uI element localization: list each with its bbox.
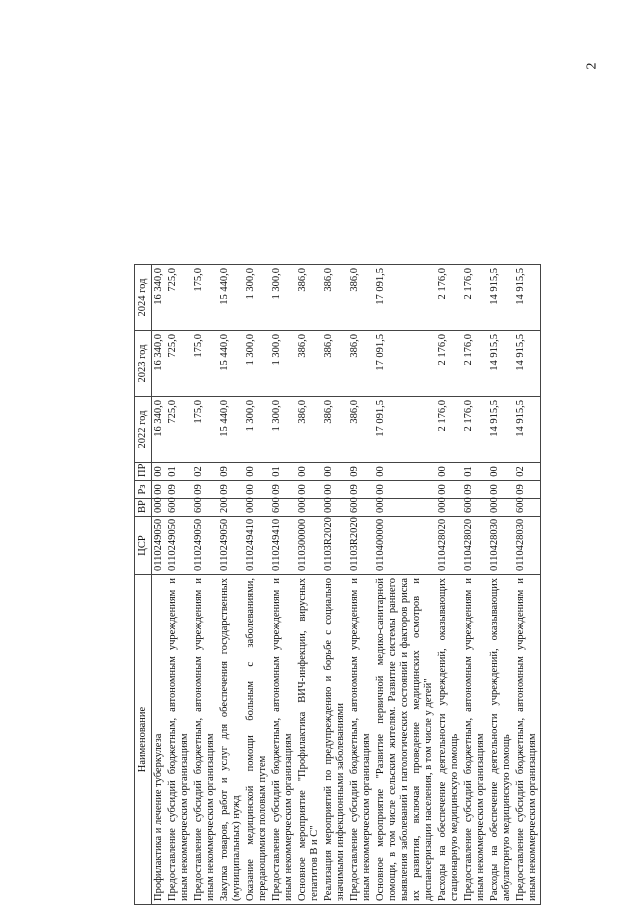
- row-value-2023: 725,0: [166, 331, 192, 397]
- row-name: Предоставление субсидий бюджетным, автономным учреждениям и иным некоммерческим организациям: [514, 575, 541, 905]
- row-value-2022: 14 915,5: [514, 397, 541, 463]
- row-value-2024: 1 300,0: [244, 265, 270, 331]
- row-name: Предоставление субсидий бюджетным, автономным учреждениям и иным некоммерческим организациям: [270, 575, 296, 905]
- row-vr: 000: [152, 499, 167, 517]
- header-2024: 2024 год: [135, 265, 152, 331]
- row-value-2023: 15 440,0: [218, 331, 244, 397]
- row-csr: 0110428020: [436, 517, 462, 575]
- table-header: [135, 265, 152, 905]
- row-value-2024: 14 915,5: [514, 265, 541, 331]
- row-value-2023: 16 340,0: [152, 331, 167, 397]
- row-value-2024: 386,0: [296, 265, 322, 331]
- row-vr: 600: [166, 499, 192, 517]
- row-vr: 000: [374, 499, 436, 517]
- row-rz: 00: [436, 481, 462, 499]
- row-rz: 00: [322, 481, 348, 499]
- row-value-2023: 386,0: [322, 331, 348, 397]
- row-pr: 00: [488, 463, 514, 481]
- table-row: [192, 265, 218, 905]
- row-csr: 0110249050: [166, 517, 192, 575]
- row-vr: 600: [192, 499, 218, 517]
- row-vr: 600: [348, 499, 374, 517]
- row-pr: 09: [218, 463, 244, 481]
- row-value-2023: 1 300,0: [244, 331, 270, 397]
- row-rz: 09: [462, 481, 488, 499]
- row-value-2022: 386,0: [322, 397, 348, 463]
- table-row: [374, 265, 436, 905]
- row-value-2024: 386,0: [322, 265, 348, 331]
- row-rz: 00: [152, 481, 167, 499]
- header-vr: ВР: [135, 499, 152, 517]
- row-name: Оказание медицинской помощи больным с заболеваниями, передающимися половым путем: [244, 575, 270, 905]
- row-value-2024: 725,0: [166, 265, 192, 331]
- row-value-2024: 2 176,0: [462, 265, 488, 331]
- row-pr: 00: [152, 463, 167, 481]
- table-row: [488, 265, 514, 905]
- row-value-2024: 386,0: [348, 265, 374, 331]
- row-name: Основное мероприятие "Развитие первичной медико-санитарной помощи, в том числе сельским жителям. Развитие системы раннего выявления заболеваний и патологических состояний и факторов риска их развития, включая проведение медицинских осмотров и диспансеризации населения, в том числе у детей": [374, 575, 436, 905]
- row-csr: 0110300000: [296, 517, 322, 575]
- row-name: Предоставление субсидий бюджетным, автономным учреждениям и иным некоммерческим организациям: [192, 575, 218, 905]
- row-vr: 600: [462, 499, 488, 517]
- table-row: [152, 265, 167, 905]
- row-name: Основное мероприятие "Профилактика ВИЧ-инфекции, вирусных гепатитов В и С": [296, 575, 322, 905]
- table-row: [462, 265, 488, 905]
- row-name: Расходы на обеспечение деятельности учреждений, оказывающих амбулаторную медицинскую помощь: [488, 575, 514, 905]
- row-value-2023: 1 300,0: [270, 331, 296, 397]
- row-rz: 09: [192, 481, 218, 499]
- row-vr: 000: [488, 499, 514, 517]
- header-csr: ЦСР: [135, 517, 152, 575]
- table-row: [270, 265, 296, 905]
- row-pr: 09: [348, 463, 374, 481]
- row-rz: 09: [348, 481, 374, 499]
- row-value-2024: 2 176,0: [436, 265, 462, 331]
- row-pr: 00: [436, 463, 462, 481]
- row-value-2022: 16 340,0: [152, 397, 167, 463]
- header-pr: ПР: [135, 463, 152, 481]
- row-value-2024: 15 440,0: [218, 265, 244, 331]
- row-value-2024: 175,0: [192, 265, 218, 331]
- row-pr: 02: [514, 463, 541, 481]
- row-vr: 000: [436, 499, 462, 517]
- row-name: Профилактика и лечение туберкулеза: [152, 575, 167, 905]
- row-csr: 01103R2020: [322, 517, 348, 575]
- row-rz: 09: [218, 481, 244, 499]
- row-pr: 01: [270, 463, 296, 481]
- row-csr: 0110428030: [514, 517, 541, 575]
- row-value-2022: 175,0: [192, 397, 218, 463]
- table-row: [218, 265, 244, 905]
- row-value-2024: 16 340,0: [152, 265, 167, 331]
- row-value-2022: 17 091,5: [374, 397, 436, 463]
- row-value-2022: 386,0: [348, 397, 374, 463]
- row-name: Реализация мероприятий по предупреждению и борьбе с социально значимыми инфекционными заболеваниями: [322, 575, 348, 905]
- row-value-2023: 2 176,0: [436, 331, 462, 397]
- row-value-2022: 386,0: [296, 397, 322, 463]
- row-name: Предоставление субсидий бюджетным, автономным учреждениям и иным некоммерческим организациям: [462, 575, 488, 905]
- row-csr: 0110428030: [488, 517, 514, 575]
- row-value-2023: 17 091,5: [374, 331, 436, 397]
- row-pr: 00: [244, 463, 270, 481]
- row-value-2022: 1 300,0: [270, 397, 296, 463]
- row-value-2023: 14 915,5: [514, 331, 541, 397]
- row-vr: 000: [296, 499, 322, 517]
- row-value-2023: 386,0: [296, 331, 322, 397]
- row-name: Расходы на обеспечение деятельности учреждений, оказывающих стационарную медицинскую помощь: [436, 575, 462, 905]
- row-value-2023: 2 176,0: [462, 331, 488, 397]
- header-2022: 2022 год: [135, 397, 152, 463]
- row-vr: 000: [244, 499, 270, 517]
- row-csr: 01103R2020: [348, 517, 374, 575]
- row-pr: 01: [462, 463, 488, 481]
- row-rz: 00: [488, 481, 514, 499]
- row-pr: 00: [296, 463, 322, 481]
- row-csr: 0110249410: [270, 517, 296, 575]
- row-value-2022: 2 176,0: [436, 397, 462, 463]
- table-row: [348, 265, 374, 905]
- row-value-2023: 14 915,5: [488, 331, 514, 397]
- budget-table-container: [134, 265, 589, 905]
- row-name: Предоставление субсидий бюджетным, автономным учреждениям и иным некоммерческим организациям: [348, 575, 374, 905]
- row-csr: 0110249410: [244, 517, 270, 575]
- row-pr: 00: [322, 463, 348, 481]
- row-rz: 00: [296, 481, 322, 499]
- row-value-2024: 14 915,5: [488, 265, 514, 331]
- row-value-2022: 725,0: [166, 397, 192, 463]
- row-vr: 600: [514, 499, 541, 517]
- row-pr: 02: [192, 463, 218, 481]
- table-row: [436, 265, 462, 905]
- header-rz: Рз: [135, 481, 152, 499]
- table-row: [244, 265, 270, 905]
- row-csr: 0110400000: [374, 517, 436, 575]
- row-rz: 00: [244, 481, 270, 499]
- row-vr: 000: [322, 499, 348, 517]
- table-row: [514, 265, 541, 905]
- row-name: Предоставление субсидий бюджетным, автономным учреждениям и иным некоммерческим организациям: [166, 575, 192, 905]
- row-rz: 00: [374, 481, 436, 499]
- table-row: [322, 265, 348, 905]
- header-2023: 2023 год: [135, 331, 152, 397]
- row-rz: 09: [514, 481, 541, 499]
- row-name: Закупка товаров, работ и услуг для обеспечения государственных (муниципальных) нужд: [218, 575, 244, 905]
- row-value-2023: 175,0: [192, 331, 218, 397]
- row-csr: 0110249050: [218, 517, 244, 575]
- row-value-2024: 17 091,5: [374, 265, 436, 331]
- row-pr: 01: [166, 463, 192, 481]
- table-row: [166, 265, 192, 905]
- table-row: [296, 265, 322, 905]
- row-value-2023: 386,0: [348, 331, 374, 397]
- row-value-2022: 15 440,0: [218, 397, 244, 463]
- row-csr: 0110428020: [462, 517, 488, 575]
- row-vr: 600: [270, 499, 296, 517]
- row-pr: 00: [374, 463, 436, 481]
- budget-table: [134, 264, 541, 905]
- page-number: 2: [584, 62, 600, 70]
- row-csr: 0110249050: [152, 517, 167, 575]
- row-value-2022: 14 915,5: [488, 397, 514, 463]
- header-name: Наименование: [135, 575, 152, 905]
- row-rz: 09: [270, 481, 296, 499]
- row-value-2024: 1 300,0: [270, 265, 296, 331]
- table-body: [152, 265, 541, 905]
- row-vr: 200: [218, 499, 244, 517]
- row-value-2022: 2 176,0: [462, 397, 488, 463]
- row-rz: 09: [166, 481, 192, 499]
- row-csr: 0110249050: [192, 517, 218, 575]
- row-value-2022: 1 300,0: [244, 397, 270, 463]
